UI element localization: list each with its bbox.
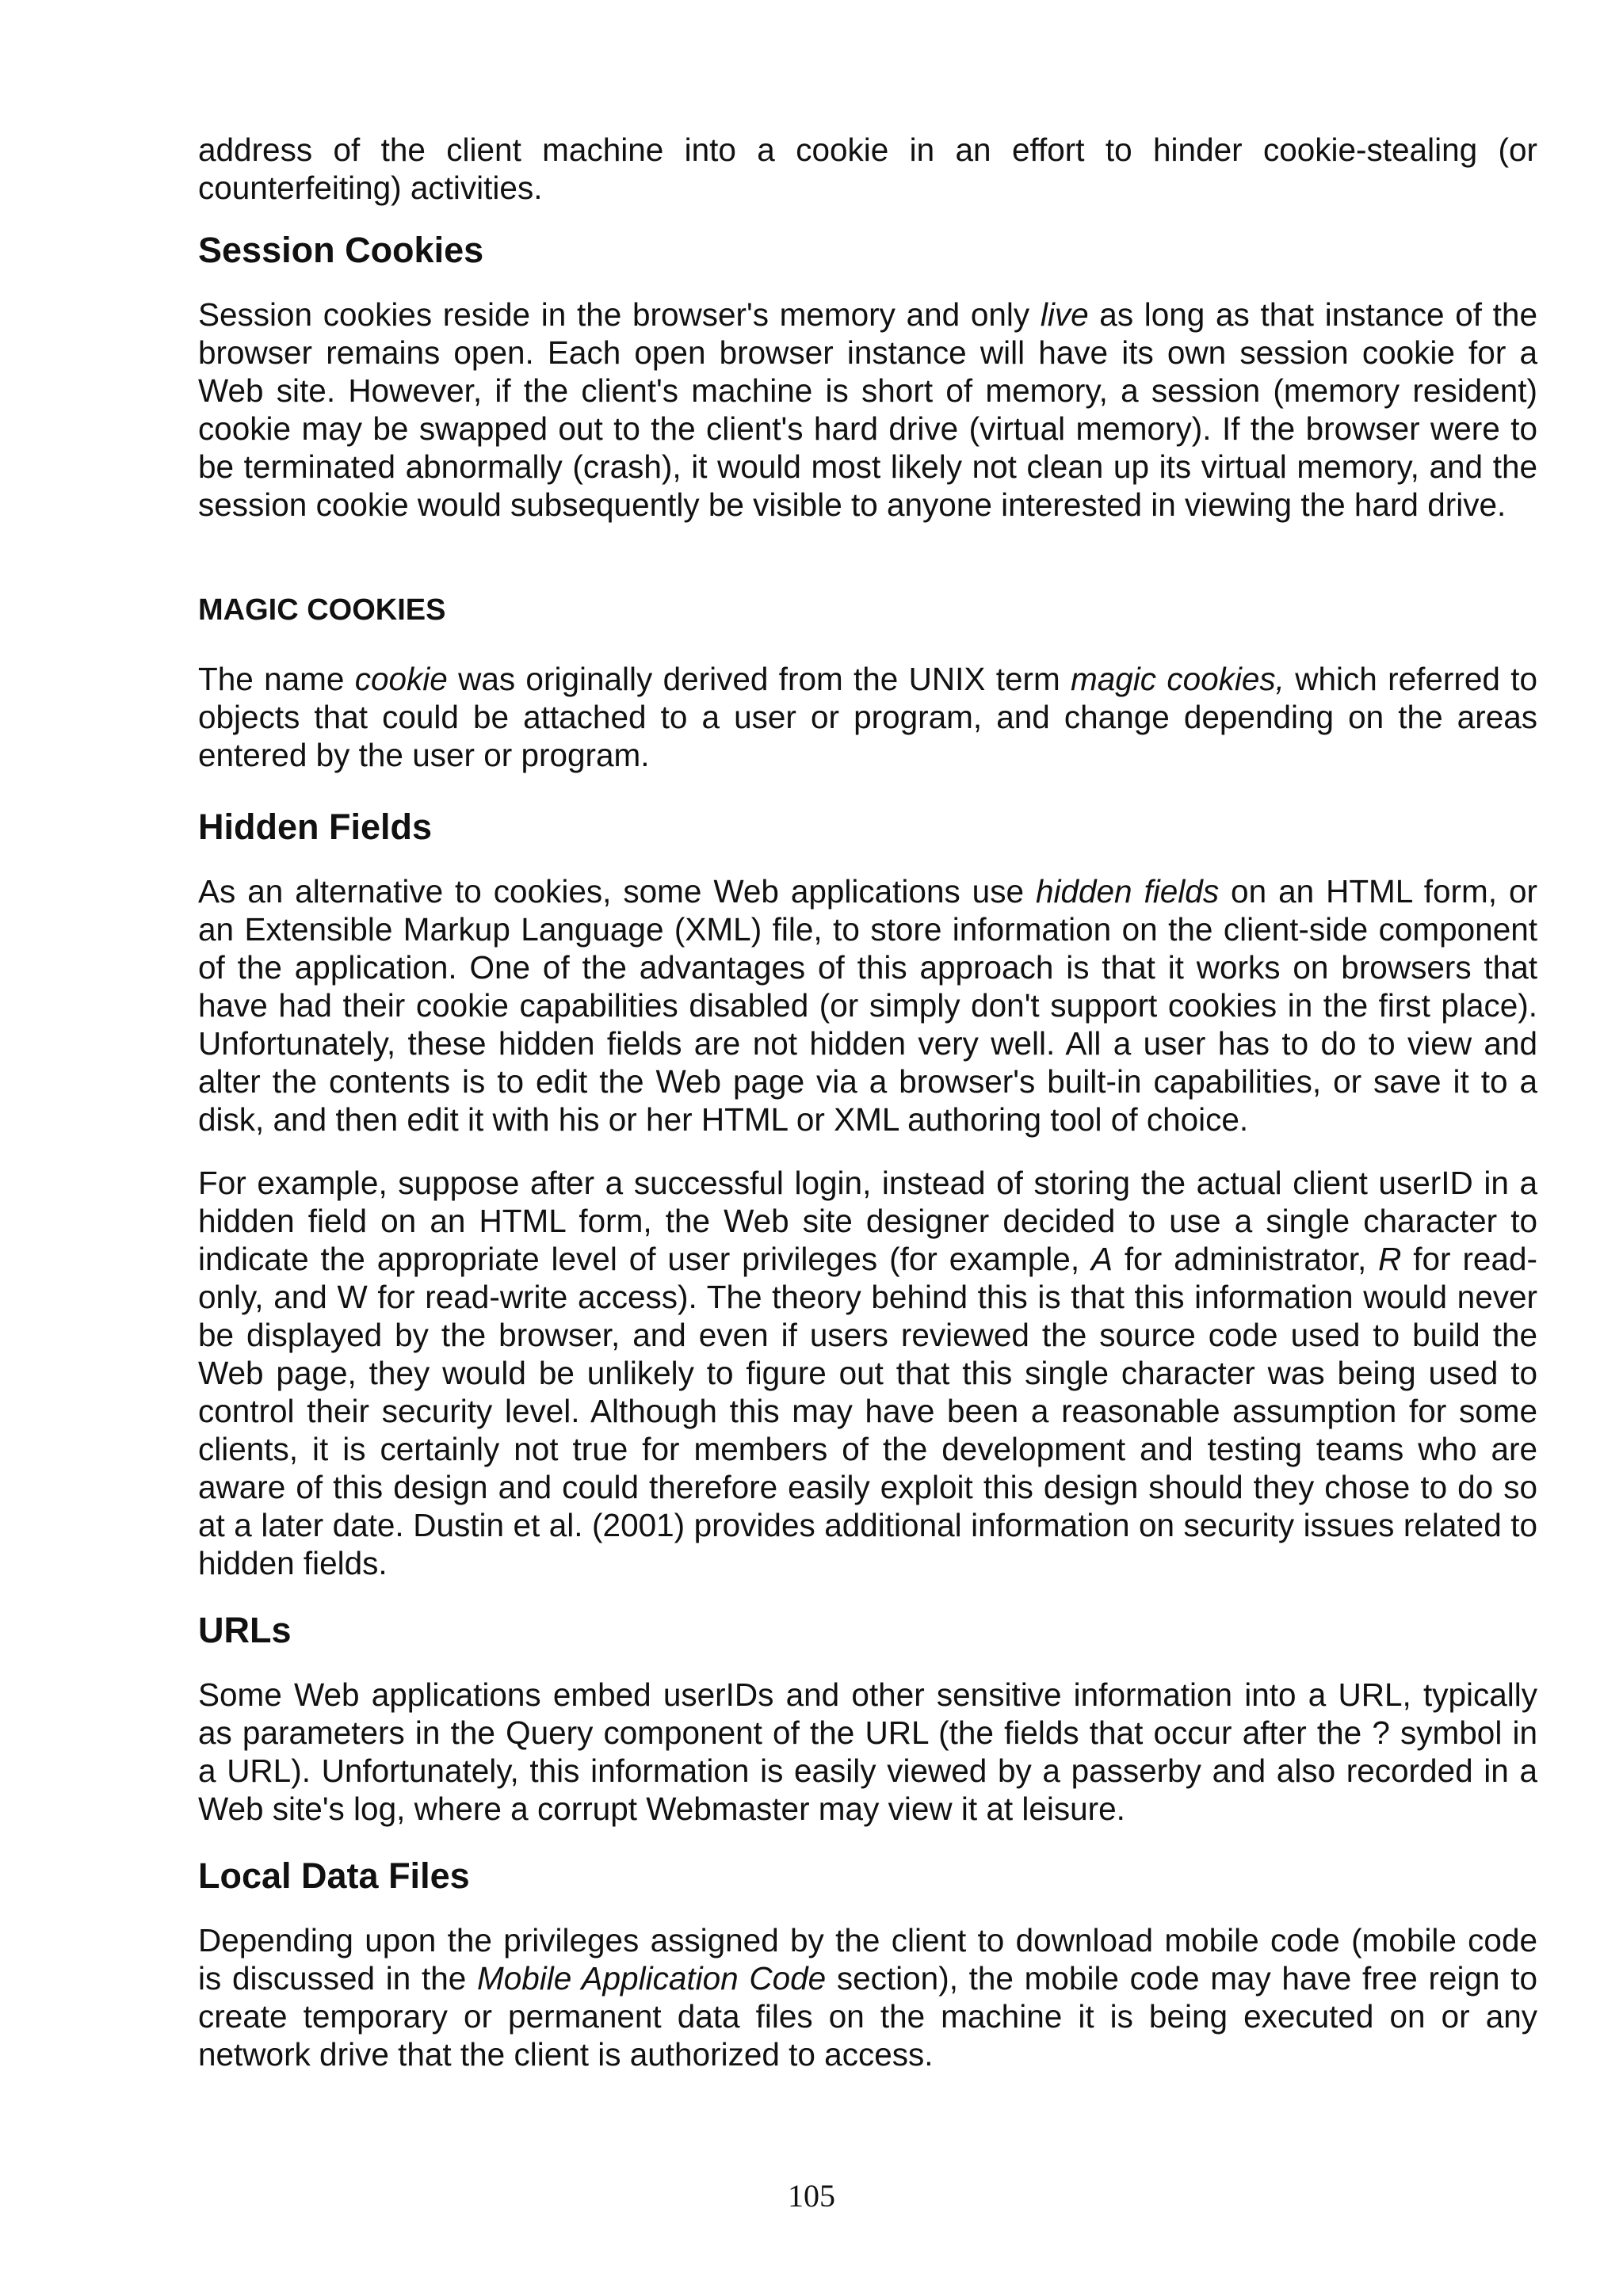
text-run: section), the mobile code may have free reign to create temporary or permanent data files on the machine it is being executed on or any network drive that the client is authorized to access. — [198, 1960, 1537, 2073]
emphasis: A — [1091, 1241, 1113, 1277]
text-run: for read-only, and W for read-write access). The theory behind this is that this information would never be displayed by the browser, and even if users reviewed the source code used to build the Web page, they would be unlikely to figure out that this single character was being used to control their security level. Although this may have been a reasonable assumption for some clients, it is certainly not true for members of the development and testing teams who are aware of this design and could therefore easily exploit this design should they chose to do so at a later date. Dustin et al. (2001) provides additional information on security issues related to hidden fields. — [198, 1241, 1537, 1581]
text-run: The name — [198, 661, 355, 697]
local-data-files-paragraph — [198, 1921, 1537, 2073]
heading-local-data-files: Local Data Files — [198, 1855, 470, 1896]
emphasis: R — [1378, 1241, 1402, 1277]
page-number: 105 — [788, 2178, 835, 2214]
session-cookies-paragraph — [198, 296, 1537, 524]
emphasis: live — [1040, 296, 1089, 333]
heading-session-cookies: Session Cookies — [198, 230, 484, 270]
emphasis: magic cookies, — [1071, 661, 1285, 697]
intro-paragraph: address of the client machine into a cookie in an effort to hinder cookie-stealing (or counterfeiting) activities. — [198, 132, 1537, 206]
hidden-fields-paragraph-2 — [198, 1164, 1537, 1582]
hidden-fields-paragraph-1 — [198, 872, 1537, 1138]
text-run: on an HTML form, or an Extensible Markup Language (XML) file, to store information on the client-side component of the application. One of the advantages of this approach is that it works on browsers that have had their cookie capabilities disabled (or simply don't support cookies in the first place). Unfortunately, these hidden fields are not hidden very well. All a user has to do to view and alter the contents is to edit the Web page via a browser's built-in capabilities, or save it to a disk, and then edit it with his or her HTML or XML authoring tool of choice. — [198, 873, 1538, 1138]
heading-magic-cookies: MAGIC COOKIES — [198, 593, 446, 627]
heading-urls: URLs — [198, 1610, 292, 1650]
text-run: For example, suppose after a successful login, instead of storing the actual client userID in a hidden field on an HTML form, the Web site designer decided to use a single character to indicate the appropriate level of user privileges (for example, — [198, 1165, 1537, 1277]
text-run: Session cookies reside in the browser's memory and only — [198, 296, 1041, 333]
text-run: Depending upon the privileges assigned by the client to download mobile code (mobile code is discussed in the — [198, 1922, 1537, 1997]
magic-cookies-paragraph — [198, 660, 1537, 774]
text-run: as long as that instance of the browser remains open. Each open browser instance will have its own session cookie for a Web site. However, if the client's machine is short of memory, a session (memory resident) cookie may be swapped out to the client's hard drive (virtual memory). If the browser were to be terminated abnormally (crash), it would most likely not clean up its virtual memory, and the session cookie would subsequently be visible to anyone interested in viewing the hard drive. — [198, 296, 1537, 523]
text-run: which referred to objects that could be attached to a user or program, and change depending on the areas entered by the user or program. — [198, 661, 1537, 773]
page-body — [198, 131, 1537, 2073]
emphasis: Mobile Application Code — [477, 1960, 827, 1997]
emphasis: hidden fields — [1035, 873, 1220, 910]
heading-hidden-fields: Hidden Fields — [198, 807, 433, 847]
emphasis: cookie — [354, 661, 448, 697]
text-run: for administrator, — [1113, 1241, 1379, 1277]
urls-paragraph: Some Web applications embed userIDs and other sensitive information into a URL, typically as parameters in the Query component of the URL (the fields that occur after the ? symbol in a URL). Unfortunately, this information is easily viewed by a passerby and also recorded in a Web site's log, where a corrupt Webmaster may view it at leisure. — [198, 1676, 1537, 1827]
text-run: As an alternative to cookies, some Web applications use — [198, 873, 1036, 910]
text-run: was originally derived from the UNIX term — [447, 661, 1071, 697]
